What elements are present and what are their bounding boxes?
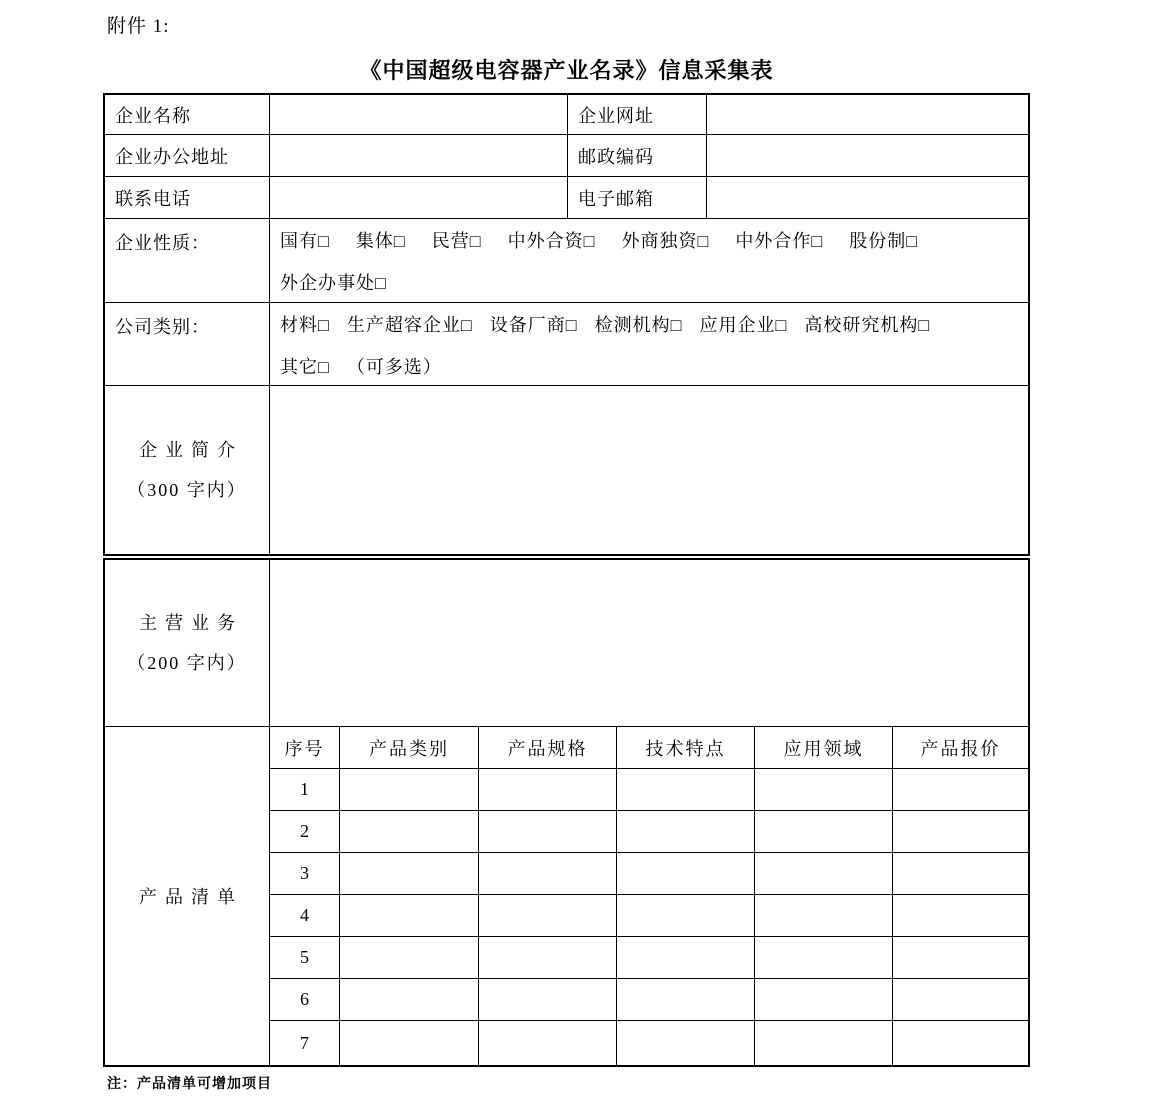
company-category-label: 公司类别： bbox=[105, 303, 270, 385]
product-cell[interactable] bbox=[340, 811, 479, 852]
product-cell[interactable] bbox=[479, 937, 617, 978]
product-cell[interactable] bbox=[479, 769, 617, 810]
website-label: 企业网址 bbox=[568, 95, 707, 134]
company-profile-field[interactable] bbox=[270, 386, 1028, 554]
product-cell[interactable] bbox=[340, 769, 479, 810]
footnote: 注：产品清单可增加项目 bbox=[107, 1075, 272, 1091]
product-list-label: 产品清单 bbox=[105, 727, 270, 1065]
checkbox-option-foreign-office[interactable]: 外企办事处□ bbox=[280, 273, 387, 293]
product-row bbox=[270, 937, 1028, 979]
row-number: 2 bbox=[270, 811, 340, 852]
product-cell[interactable] bbox=[755, 895, 893, 936]
product-cell[interactable] bbox=[755, 853, 893, 894]
form-table-top bbox=[103, 93, 1030, 556]
product-cell[interactable] bbox=[893, 811, 1028, 852]
product-cell[interactable] bbox=[340, 853, 479, 894]
phone-field[interactable] bbox=[270, 177, 568, 218]
email-field[interactable] bbox=[707, 177, 1028, 218]
product-cell[interactable] bbox=[617, 769, 755, 810]
postal-code-field[interactable] bbox=[707, 135, 1028, 176]
checkbox-option-state-owned[interactable]: 国有□ bbox=[280, 231, 330, 251]
form-table-bottom bbox=[103, 558, 1030, 1067]
product-row bbox=[270, 811, 1028, 853]
checkbox-option-university-research[interactable]: 高校研究机构□ bbox=[804, 315, 931, 335]
product-table bbox=[270, 727, 1028, 1065]
main-business-row bbox=[105, 560, 1028, 727]
product-row bbox=[270, 769, 1028, 811]
header-product-spec: 产品规格 bbox=[479, 727, 617, 768]
product-cell[interactable] bbox=[479, 811, 617, 852]
multi-select-hint: （可多选） bbox=[346, 357, 442, 377]
table-row bbox=[105, 95, 1028, 135]
product-cell[interactable] bbox=[617, 937, 755, 978]
office-address-label: 企业办公地址 bbox=[105, 135, 270, 176]
enterprise-nature-options bbox=[270, 219, 1028, 302]
options-line bbox=[280, 303, 1022, 345]
product-row bbox=[270, 1021, 1028, 1065]
table-row bbox=[105, 177, 1028, 219]
product-cell[interactable] bbox=[893, 895, 1028, 936]
product-row bbox=[270, 853, 1028, 895]
product-cell[interactable] bbox=[479, 979, 617, 1020]
checkbox-option-sino-foreign-coop[interactable]: 中外合作□ bbox=[735, 231, 824, 251]
product-cell[interactable] bbox=[755, 937, 893, 978]
company-profile-row bbox=[105, 386, 1028, 554]
row-number: 4 bbox=[270, 895, 340, 936]
row-number: 7 bbox=[270, 1021, 340, 1065]
row-number: 1 bbox=[270, 769, 340, 810]
header-product-quote: 产品报价 bbox=[920, 738, 1001, 759]
product-cell[interactable] bbox=[755, 769, 893, 810]
product-cell[interactable] bbox=[755, 811, 893, 852]
product-list-section bbox=[105, 727, 1028, 1065]
product-cell[interactable] bbox=[479, 895, 617, 936]
enterprise-nature-label: 企业性质： bbox=[105, 219, 270, 302]
header-tech-features: 技术特点 bbox=[617, 727, 755, 768]
options-line bbox=[280, 345, 1022, 387]
main-business-field[interactable] bbox=[270, 560, 1028, 726]
attachment-label: 附件 1: bbox=[107, 16, 170, 37]
company-category-options bbox=[270, 303, 1028, 385]
checkbox-option-testing-agency[interactable]: 检测机构□ bbox=[594, 315, 683, 335]
row-number: 5 bbox=[270, 937, 340, 978]
main-business-label: 主营业务 （200 字内） bbox=[105, 560, 270, 726]
options-line bbox=[280, 219, 1022, 261]
product-cell[interactable] bbox=[340, 937, 479, 978]
product-row bbox=[270, 979, 1028, 1021]
company-name-field[interactable] bbox=[270, 95, 568, 134]
product-cell[interactable] bbox=[617, 811, 755, 852]
info-collection-form bbox=[103, 93, 1030, 1093]
product-cell[interactable] bbox=[893, 853, 1028, 894]
product-cell[interactable] bbox=[755, 979, 893, 1020]
row-number: 3 bbox=[270, 853, 340, 894]
postal-code-label: 邮政编码 bbox=[568, 135, 707, 176]
product-cell[interactable] bbox=[755, 1021, 893, 1065]
enterprise-nature-row bbox=[105, 219, 1028, 303]
header-seq-no: 序号 bbox=[270, 727, 340, 768]
office-address-field[interactable] bbox=[270, 135, 568, 176]
product-cell[interactable] bbox=[479, 853, 617, 894]
checkbox-option-supercap-maker[interactable]: 生产超容企业□ bbox=[346, 315, 473, 335]
product-cell[interactable] bbox=[893, 769, 1028, 810]
row-number: 6 bbox=[270, 979, 340, 1020]
product-cell[interactable] bbox=[617, 853, 755, 894]
checkbox-option-equipment-vendor[interactable]: 设备厂商□ bbox=[489, 315, 578, 335]
header-product-category: 产品类别 bbox=[340, 727, 479, 768]
website-field[interactable] bbox=[707, 95, 1028, 134]
product-cell[interactable] bbox=[893, 937, 1028, 978]
options-line bbox=[280, 261, 1022, 303]
product-row bbox=[270, 895, 1028, 937]
checkbox-option-application-company[interactable]: 应用企业□ bbox=[699, 315, 788, 335]
company-name-label: 企业名称 bbox=[105, 95, 270, 134]
product-cell[interactable] bbox=[340, 1021, 479, 1065]
checkbox-option-joint-venture[interactable]: 中外合资□ bbox=[507, 231, 596, 251]
checkbox-option-materials[interactable]: 材料□ bbox=[280, 315, 330, 335]
table-row bbox=[105, 135, 1028, 177]
product-cell[interactable] bbox=[479, 1021, 617, 1065]
product-cell[interactable] bbox=[893, 979, 1028, 1020]
header-application-field: 应用领域 bbox=[755, 727, 893, 768]
product-cell[interactable] bbox=[617, 1021, 755, 1065]
company-profile-label: 企业简介 （300 字内） bbox=[105, 386, 270, 554]
product-cell[interactable] bbox=[617, 979, 755, 1020]
checkbox-option-collective[interactable]: 集体□ bbox=[355, 231, 406, 251]
checkbox-option-other[interactable]: 其它□ bbox=[280, 357, 330, 377]
product-cell[interactable] bbox=[340, 895, 479, 936]
product-header-row bbox=[270, 727, 1028, 769]
product-cell[interactable] bbox=[340, 979, 479, 1020]
product-cell[interactable] bbox=[893, 1021, 1028, 1065]
checkbox-option-private[interactable]: 民营□ bbox=[431, 231, 482, 251]
page-title: 《中国超级电容器产业名录》信息采集表 bbox=[359, 58, 774, 83]
phone-label: 联系电话 bbox=[105, 177, 270, 218]
email-label: 电子邮箱 bbox=[568, 177, 707, 218]
checkbox-option-foreign-owned[interactable]: 外商独资□ bbox=[621, 231, 710, 251]
company-category-row bbox=[105, 303, 1028, 386]
checkbox-option-joint-stock[interactable]: 股份制□ bbox=[849, 231, 919, 251]
product-cell[interactable] bbox=[617, 895, 755, 936]
